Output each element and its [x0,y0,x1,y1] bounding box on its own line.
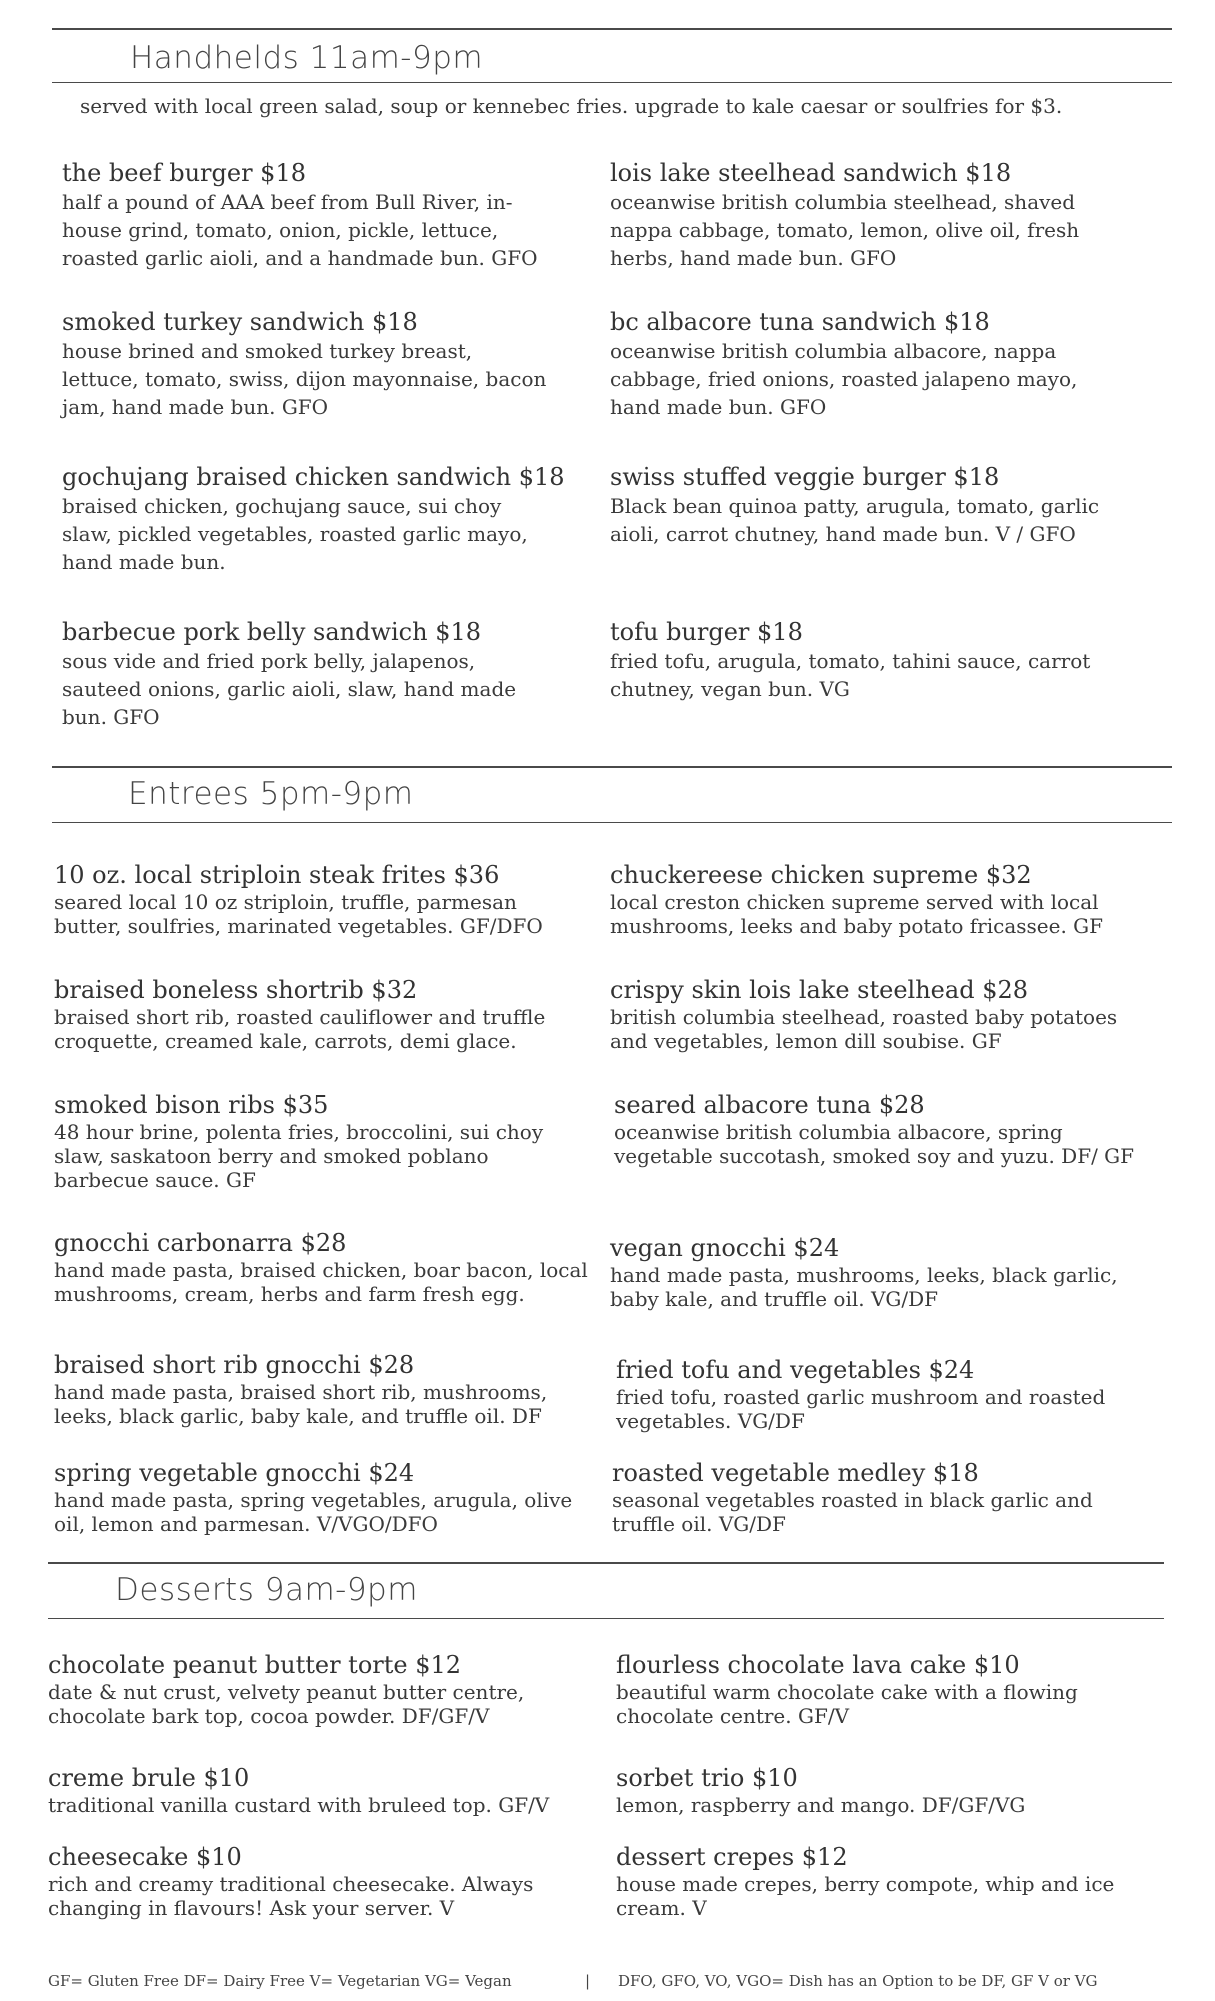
legend-separator: | [585,1972,591,1990]
menu-item [612,1458,1172,1536]
item-description: local creston chicken supreme served with local mushrooms, leeks and baby potato fricassee. GF [610,890,1104,938]
item-description: sous vide and fried pork belly, jalapenos, sauteed onions, garlic aioli, slaw, hand made bun. GFO [62,649,517,729]
item-description: hand made pasta, spring vegetables, arugula, olive oil, lemon and parmesan. V/VGO/DFO [54,1488,573,1536]
menu-item [610,617,1170,703]
item-name: flourless chocolate lava cake $10 [616,1651,1020,1679]
item-description: house made crepes, berry compote, whip and ice cream. V [616,1872,1115,1920]
menu-item [54,975,614,1053]
dietary-legend-right: DFO, GFO, VO, VGO= Dish has an Option to be DF, GF V or VG [618,1972,1098,1990]
menu-item [48,1842,608,1920]
item-name: smoked bison ribs $35 [54,1091,329,1119]
item-description: house brined and smoked turkey breast, lettuce, tomato, swiss, dijon mayonnaise, bacon jam, hand made bun. GFO [62,339,547,419]
item-description: oceanwise british columbia steelhead, shaved nappa cabbage, tomato, lemon, olive oil, fresh herbs, hand made bun. GFO [610,190,1080,270]
section-title-handhelds: Handhelds 11am-9pm [130,40,484,76]
menu-item [610,860,1170,938]
item-name: cheesecake $10 [48,1843,242,1871]
item-name: creme brule $10 [48,1764,250,1792]
item-name: crispy skin lois lake steelhead $28 [610,976,1028,1004]
item-description: hand made pasta, braised short rib, mushrooms, leeks, black garlic, baby kale, and truffle oil. DF [54,1380,548,1428]
item-description: rich and creamy traditional cheesecake. Always changing in flavours! Ask your server. V [48,1872,534,1920]
item-description: fried tofu, roasted garlic mushroom and roasted vegetables. VG/DF [616,1385,1106,1433]
item-description: braised short rib, roasted cauliflower and truffle croquette, creamed kale, carrots, demi glace. [54,1005,546,1053]
menu-item [54,1228,614,1306]
menu-item [62,617,622,731]
menu-item [616,1763,1176,1817]
section-rule [48,1618,1164,1619]
menu-item [616,1650,1176,1728]
item-description: oceanwise british columbia albacore, spring vegetable succotash, smoked soy and yuzu. DF/ GF [614,1120,1135,1168]
section-top-rule [52,28,1172,30]
item-name: chocolate peanut butter torte $12 [48,1651,462,1679]
item-description: half a pound of AAA beef from Bull River, in-house grind, tomato, onion, pickle, lettuce, roasted garlic aioli, and a handmade bun. GFO [62,190,538,270]
menu-item [610,158,1170,272]
section-rule [52,82,1172,83]
item-description: 48 hour brine, polenta fries, broccolini, sui choy slaw, saskatoon berry and smoked poblano barbecue sauce. GF [54,1120,544,1192]
item-name: barbecue pork belly sandwich $18 [62,618,482,646]
item-name: dessert crepes $12 [616,1843,848,1871]
item-description: Black bean quinoa patty, arugula, tomato, garlic aioli, carrot chutney, hand made bun. V / GFO [610,494,1100,546]
item-description: braised chicken, gochujang sauce, sui choy slaw, pickled vegetables, roasted garlic mayo, hand made bun. [62,494,528,574]
item-name: bc albacore tuna sandwich $18 [610,308,990,336]
item-name: seared albacore tuna $28 [614,1091,925,1119]
menu-item [62,462,622,576]
item-description: british columbia steelhead, roasted baby potatoes and vegetables, lemon dill soubise. GF [610,1005,1118,1053]
section-top-rule [52,766,1172,768]
item-name: 10 oz. local striploin steak frites $36 [54,861,500,889]
menu-item [610,1233,1170,1311]
item-description: hand made pasta, braised chicken, boar bacon, local mushrooms, cream, herbs and farm fresh egg. [54,1258,588,1306]
menu-item [610,307,1170,421]
item-name: gnocchi carbonarra $28 [54,1229,347,1257]
item-name: vegan gnocchi $24 [610,1234,840,1262]
menu-item [616,1355,1176,1433]
menu-item [54,1350,614,1428]
menu-item [610,975,1170,1053]
item-name: tofu burger $18 [610,618,803,646]
item-name: sorbet trio $10 [616,1764,798,1792]
dietary-legend-left: GF= Gluten Free DF= Dairy Free V= Vegetarian VG= Vegan [48,1972,512,1990]
item-name: braised short rib gnocchi $28 [54,1351,415,1379]
menu-item [62,307,622,421]
item-description: fried tofu, arugula, tomato, tahini sauce, carrot chutney, vegan bun. VG [610,649,1091,701]
item-description: traditional vanilla custard with bruleed top. GF/V [48,1793,550,1817]
item-name: chuckereese chicken supreme $32 [610,861,1032,889]
item-description: lemon, raspberry and mango. DF/GF/VG [616,1793,1026,1817]
item-description: beautiful warm chocolate cake with a flowing chocolate centre. GF/V [616,1680,1078,1728]
section-title-entrees: Entrees 5pm-9pm [128,776,414,812]
menu-item [48,1763,608,1817]
menu-item [62,158,622,272]
section-rule [52,822,1172,823]
menu-item [48,1650,608,1728]
item-description: seared local 10 oz striploin, truffle, parmesan butter, soulfries, marinated vegetables. GF/DFO [54,890,543,938]
item-description: date & nut crust, velvety peanut butter centre, chocolate bark top, cocoa powder. DF/GF/V [48,1680,525,1728]
item-description: hand made pasta, mushrooms, leeks, black garlic, baby kale, and truffle oil. VG/DF [610,1263,1118,1311]
menu-item [614,1090,1174,1168]
item-name: spring vegetable gnocchi $24 [54,1459,415,1487]
menu-item [54,1458,614,1536]
item-name: fried tofu and vegetables $24 [616,1356,975,1384]
menu-item [54,1090,614,1192]
item-description: oceanwise british columbia albacore, nappa cabbage, fried onions, roasted jalapeno mayo, hand made bun. GFO [610,339,1078,419]
menu-item [54,860,614,938]
item-name: braised boneless shortrib $32 [54,976,418,1004]
handhelds-intro: served with local green salad, soup or kennebec fries. upgrade to kale caesar or soulfries for $3. [80,94,1063,118]
section-title-desserts: Desserts 9am-9pm [115,1572,418,1608]
item-description: seasonal vegetables roasted in black garlic and truffle oil. VG/DF [612,1488,1093,1536]
item-name: swiss stuffed veggie burger $18 [610,463,1000,491]
item-name: roasted vegetable medley $18 [612,1459,979,1487]
item-name: smoked turkey sandwich $18 [62,308,418,336]
item-name: the beef burger $18 [62,159,306,187]
item-name: lois lake steelhead sandwich $18 [610,159,1012,187]
menu-item [616,1842,1176,1920]
item-name: gochujang braised chicken sandwich $18 [62,463,565,491]
section-top-rule [48,1562,1164,1564]
menu-item [610,462,1170,548]
